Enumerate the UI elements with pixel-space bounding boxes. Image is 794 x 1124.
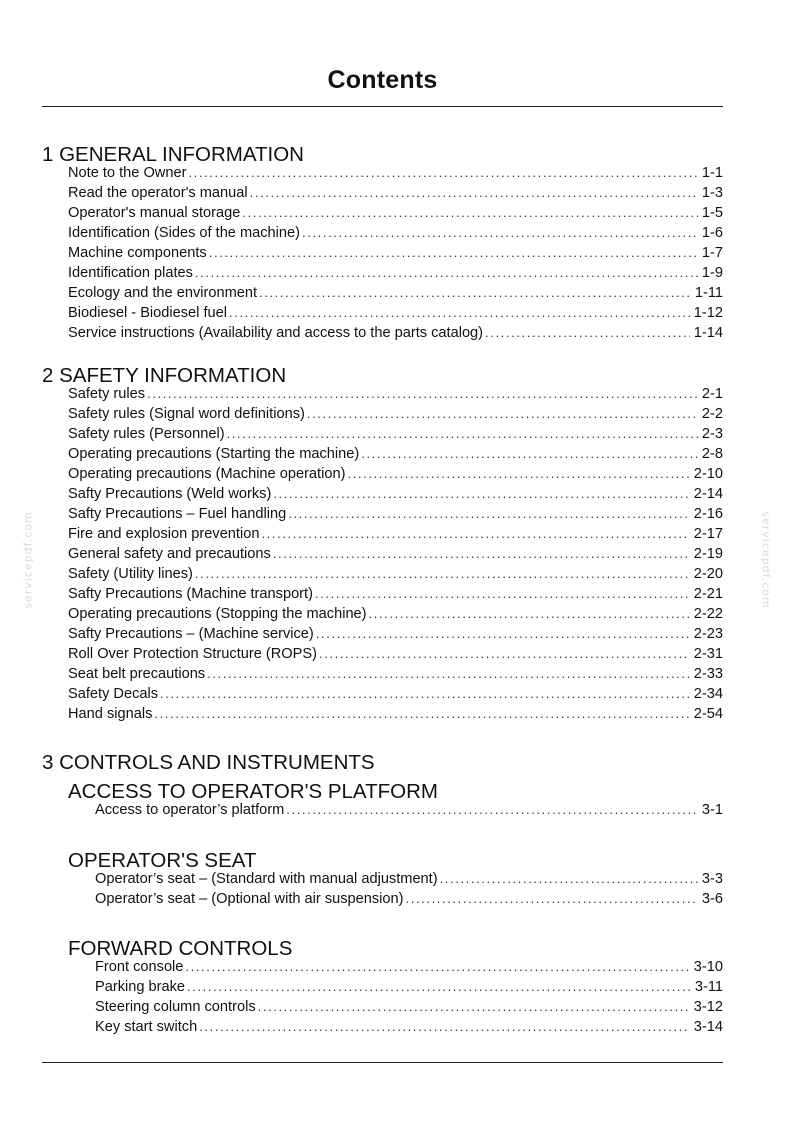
toc-entry-page: 1-5	[701, 205, 723, 221]
dot-leader	[188, 164, 697, 182]
dot-leader	[273, 545, 690, 563]
toc-entry[interactable]	[68, 244, 723, 264]
toc-entry-label: Ecology and the environment	[68, 285, 258, 301]
toc-entry[interactable]	[68, 485, 723, 505]
toc-entry-page: 2-31	[693, 646, 723, 662]
toc-entry-page: 1-7	[701, 245, 723, 261]
toc-entry-label: Roll Over Protection Structure (ROPS)	[68, 646, 317, 662]
page-title: Contents	[327, 66, 438, 94]
toc-entry-label: Identification (Sides of the machine)	[68, 225, 301, 241]
toc-entry-page: 1-14	[693, 325, 723, 341]
toc-entry[interactable]	[68, 465, 723, 485]
dot-leader	[258, 998, 690, 1016]
dot-leader	[187, 978, 691, 996]
toc-entry-label: Hand signals	[68, 706, 153, 722]
toc-entry[interactable]	[68, 445, 723, 465]
toc-entry[interactable]	[95, 978, 723, 998]
subsection-heading: ACCESS TO OPERATOR'S PLATFORM	[68, 780, 438, 803]
toc-entry[interactable]	[68, 525, 723, 545]
toc-entry[interactable]	[68, 505, 723, 525]
toc-entry-page: 3-14	[693, 1019, 723, 1035]
toc-entry-label: Safty Precautions (Weld works)	[68, 486, 272, 502]
toc-entry[interactable]	[95, 870, 723, 890]
toc-entry[interactable]	[68, 405, 723, 425]
toc-entry[interactable]	[68, 685, 723, 705]
toc-entry-label: Safty Precautions (Machine transport)	[68, 586, 313, 602]
toc-entry-page: 3-10	[693, 959, 723, 975]
toc-entry-label: Machine components	[68, 245, 207, 261]
toc-entry[interactable]	[95, 958, 723, 978]
section-heading: 3 CONTROLS AND INSTRUMENTS	[42, 751, 375, 774]
toc-entry-page: 2-10	[693, 466, 723, 482]
dot-leader	[154, 705, 689, 723]
toc-entry[interactable]	[68, 565, 723, 585]
toc-entry[interactable]	[68, 224, 723, 244]
toc-entry-page: 3-6	[701, 891, 723, 907]
dot-leader	[227, 425, 698, 443]
toc-entry[interactable]	[68, 645, 723, 665]
toc-entry[interactable]	[95, 1018, 723, 1038]
toc-entry-page: 1-3	[701, 185, 723, 201]
toc-entry-label: Identification plates	[68, 265, 193, 281]
dot-leader	[261, 525, 689, 543]
dot-leader	[229, 304, 690, 322]
toc-entry-page: 2-3	[701, 426, 723, 442]
dot-leader	[302, 224, 698, 242]
dot-leader	[273, 485, 689, 503]
toc-entry[interactable]	[68, 304, 723, 324]
toc-entry-page: 2-19	[693, 546, 723, 562]
watermark-left: servicepdf.com	[21, 511, 35, 609]
dot-leader	[250, 184, 698, 202]
toc-entry-label: Operator's manual storage	[68, 205, 241, 221]
toc-entry-label: Safety rules	[68, 386, 146, 402]
dot-leader	[195, 565, 690, 583]
toc-entry[interactable]	[68, 184, 723, 204]
toc-entry-label: General safety and precautions	[68, 546, 271, 562]
watermark-right: servicepdf.com	[759, 511, 773, 609]
toc-entry-page: 1-12	[693, 305, 723, 321]
section-heading: 2 SAFETY INFORMATION	[42, 364, 287, 387]
dot-leader	[199, 1018, 690, 1036]
toc-entry-label: Biodiesel - Biodiesel fuel	[68, 305, 227, 321]
dot-leader	[307, 405, 698, 423]
toc-entry[interactable]	[68, 264, 723, 284]
dot-leader	[209, 244, 698, 262]
toc-entry-label: Front console	[95, 959, 184, 975]
toc-entry-label: Operator’s seat – (Standard with manual adjustment)	[95, 871, 438, 887]
toc-entry-label: Fire and explosion prevention	[68, 526, 260, 542]
toc-entry-page: 2-23	[693, 626, 723, 642]
dot-leader	[185, 958, 689, 976]
dot-leader	[485, 324, 690, 342]
toc-entry-label: Service instructions (Availability and access to the parts catalog)	[68, 325, 484, 341]
toc-entry[interactable]	[68, 585, 723, 605]
toc-entry-label: Safty Precautions – (Machine service)	[68, 626, 314, 642]
toc-entry-page: 1-9	[701, 265, 723, 281]
toc-entry-label: Operating precautions (Machine operation)	[68, 466, 346, 482]
dot-leader	[319, 645, 690, 663]
toc-entry[interactable]	[68, 605, 723, 625]
toc-entry[interactable]	[95, 890, 723, 910]
toc-entry-page: 2-33	[693, 666, 723, 682]
dot-leader	[288, 505, 690, 523]
toc-entry-page: 2-14	[693, 486, 723, 502]
toc-entry-label: Key start switch	[95, 1019, 198, 1035]
toc-entry-page: 3-1	[701, 802, 723, 818]
toc-entry[interactable]	[68, 625, 723, 645]
dot-leader	[242, 204, 698, 222]
toc-entry[interactable]	[95, 801, 723, 821]
toc-entry-label: Safety rules (Personnel)	[68, 426, 225, 442]
toc-entry-page: 2-8	[701, 446, 723, 462]
toc-entry[interactable]	[95, 998, 723, 1018]
toc-entry[interactable]	[68, 545, 723, 565]
toc-entry[interactable]	[68, 164, 723, 184]
toc-entry-label: Operator’s seat – (Optional with air suspension)	[95, 891, 404, 907]
dot-leader	[315, 585, 690, 603]
dot-leader	[160, 685, 690, 703]
toc-entry-label: Note to the Owner	[68, 165, 187, 181]
toc-entry-page: 2-16	[693, 506, 723, 522]
toc-entry-label: Read the operator's manual	[68, 185, 248, 201]
dot-leader	[207, 665, 690, 683]
dot-leader	[195, 264, 698, 282]
toc-entry-page: 2-2	[701, 406, 723, 422]
toc-entry-page: 2-1	[701, 386, 723, 402]
toc-entry-page: 2-54	[693, 706, 723, 722]
footer-divider	[42, 1062, 723, 1063]
toc-entry-label: Seat belt precautions	[68, 666, 206, 682]
toc-entry-label: Safty Precautions – Fuel handling	[68, 506, 287, 522]
toc-entry-label: Safety rules (Signal word definitions)	[68, 406, 305, 422]
toc-entry[interactable]	[68, 284, 723, 304]
dot-leader	[259, 284, 691, 302]
toc-entry-page: 1-1	[701, 165, 723, 181]
toc-entry[interactable]	[68, 705, 723, 725]
toc-entry[interactable]	[68, 204, 723, 224]
toc-entry-page: 2-17	[693, 526, 723, 542]
dot-leader	[406, 890, 698, 908]
dot-leader	[286, 801, 698, 819]
toc-entry-page: 3-3	[701, 871, 723, 887]
dot-leader	[147, 385, 698, 403]
toc-entry[interactable]	[68, 425, 723, 445]
toc-entry[interactable]	[68, 665, 723, 685]
toc-entry-page: 1-11	[694, 285, 723, 301]
toc-entry-page: 2-20	[693, 566, 723, 582]
toc-entry-label: Safety Decals	[68, 686, 159, 702]
toc-entry-label: Operating precautions (Starting the machine)	[68, 446, 360, 462]
subsection-heading: FORWARD CONTROLS	[68, 937, 293, 960]
dot-leader	[316, 625, 690, 643]
toc-entry-page: 2-22	[693, 606, 723, 622]
dot-leader	[440, 870, 698, 888]
dot-leader	[369, 605, 690, 623]
toc-entry-label: Parking brake	[95, 979, 186, 995]
dot-leader	[347, 465, 689, 483]
toc-entry-page: 3-12	[693, 999, 723, 1015]
toc-entry-page: 2-21	[693, 586, 723, 602]
toc-entry-page: 1-6	[701, 225, 723, 241]
toc-entry-page: 3-11	[694, 979, 723, 995]
section-heading: 1 GENERAL INFORMATION	[42, 143, 304, 166]
toc-entry[interactable]	[68, 385, 723, 405]
subsection-heading: OPERATOR'S SEAT	[68, 849, 257, 872]
toc-entry-page: 2-34	[693, 686, 723, 702]
dot-leader	[361, 445, 698, 463]
toc-entry-label: Operating precautions (Stopping the machine)	[68, 606, 367, 622]
toc-entry[interactable]	[68, 324, 723, 344]
toc-entry-label: Access to operator’s platform	[95, 802, 285, 818]
toc-entry-label: Steering column controls	[95, 999, 256, 1015]
toc-entry-label: Safety (Utility lines)	[68, 566, 193, 582]
